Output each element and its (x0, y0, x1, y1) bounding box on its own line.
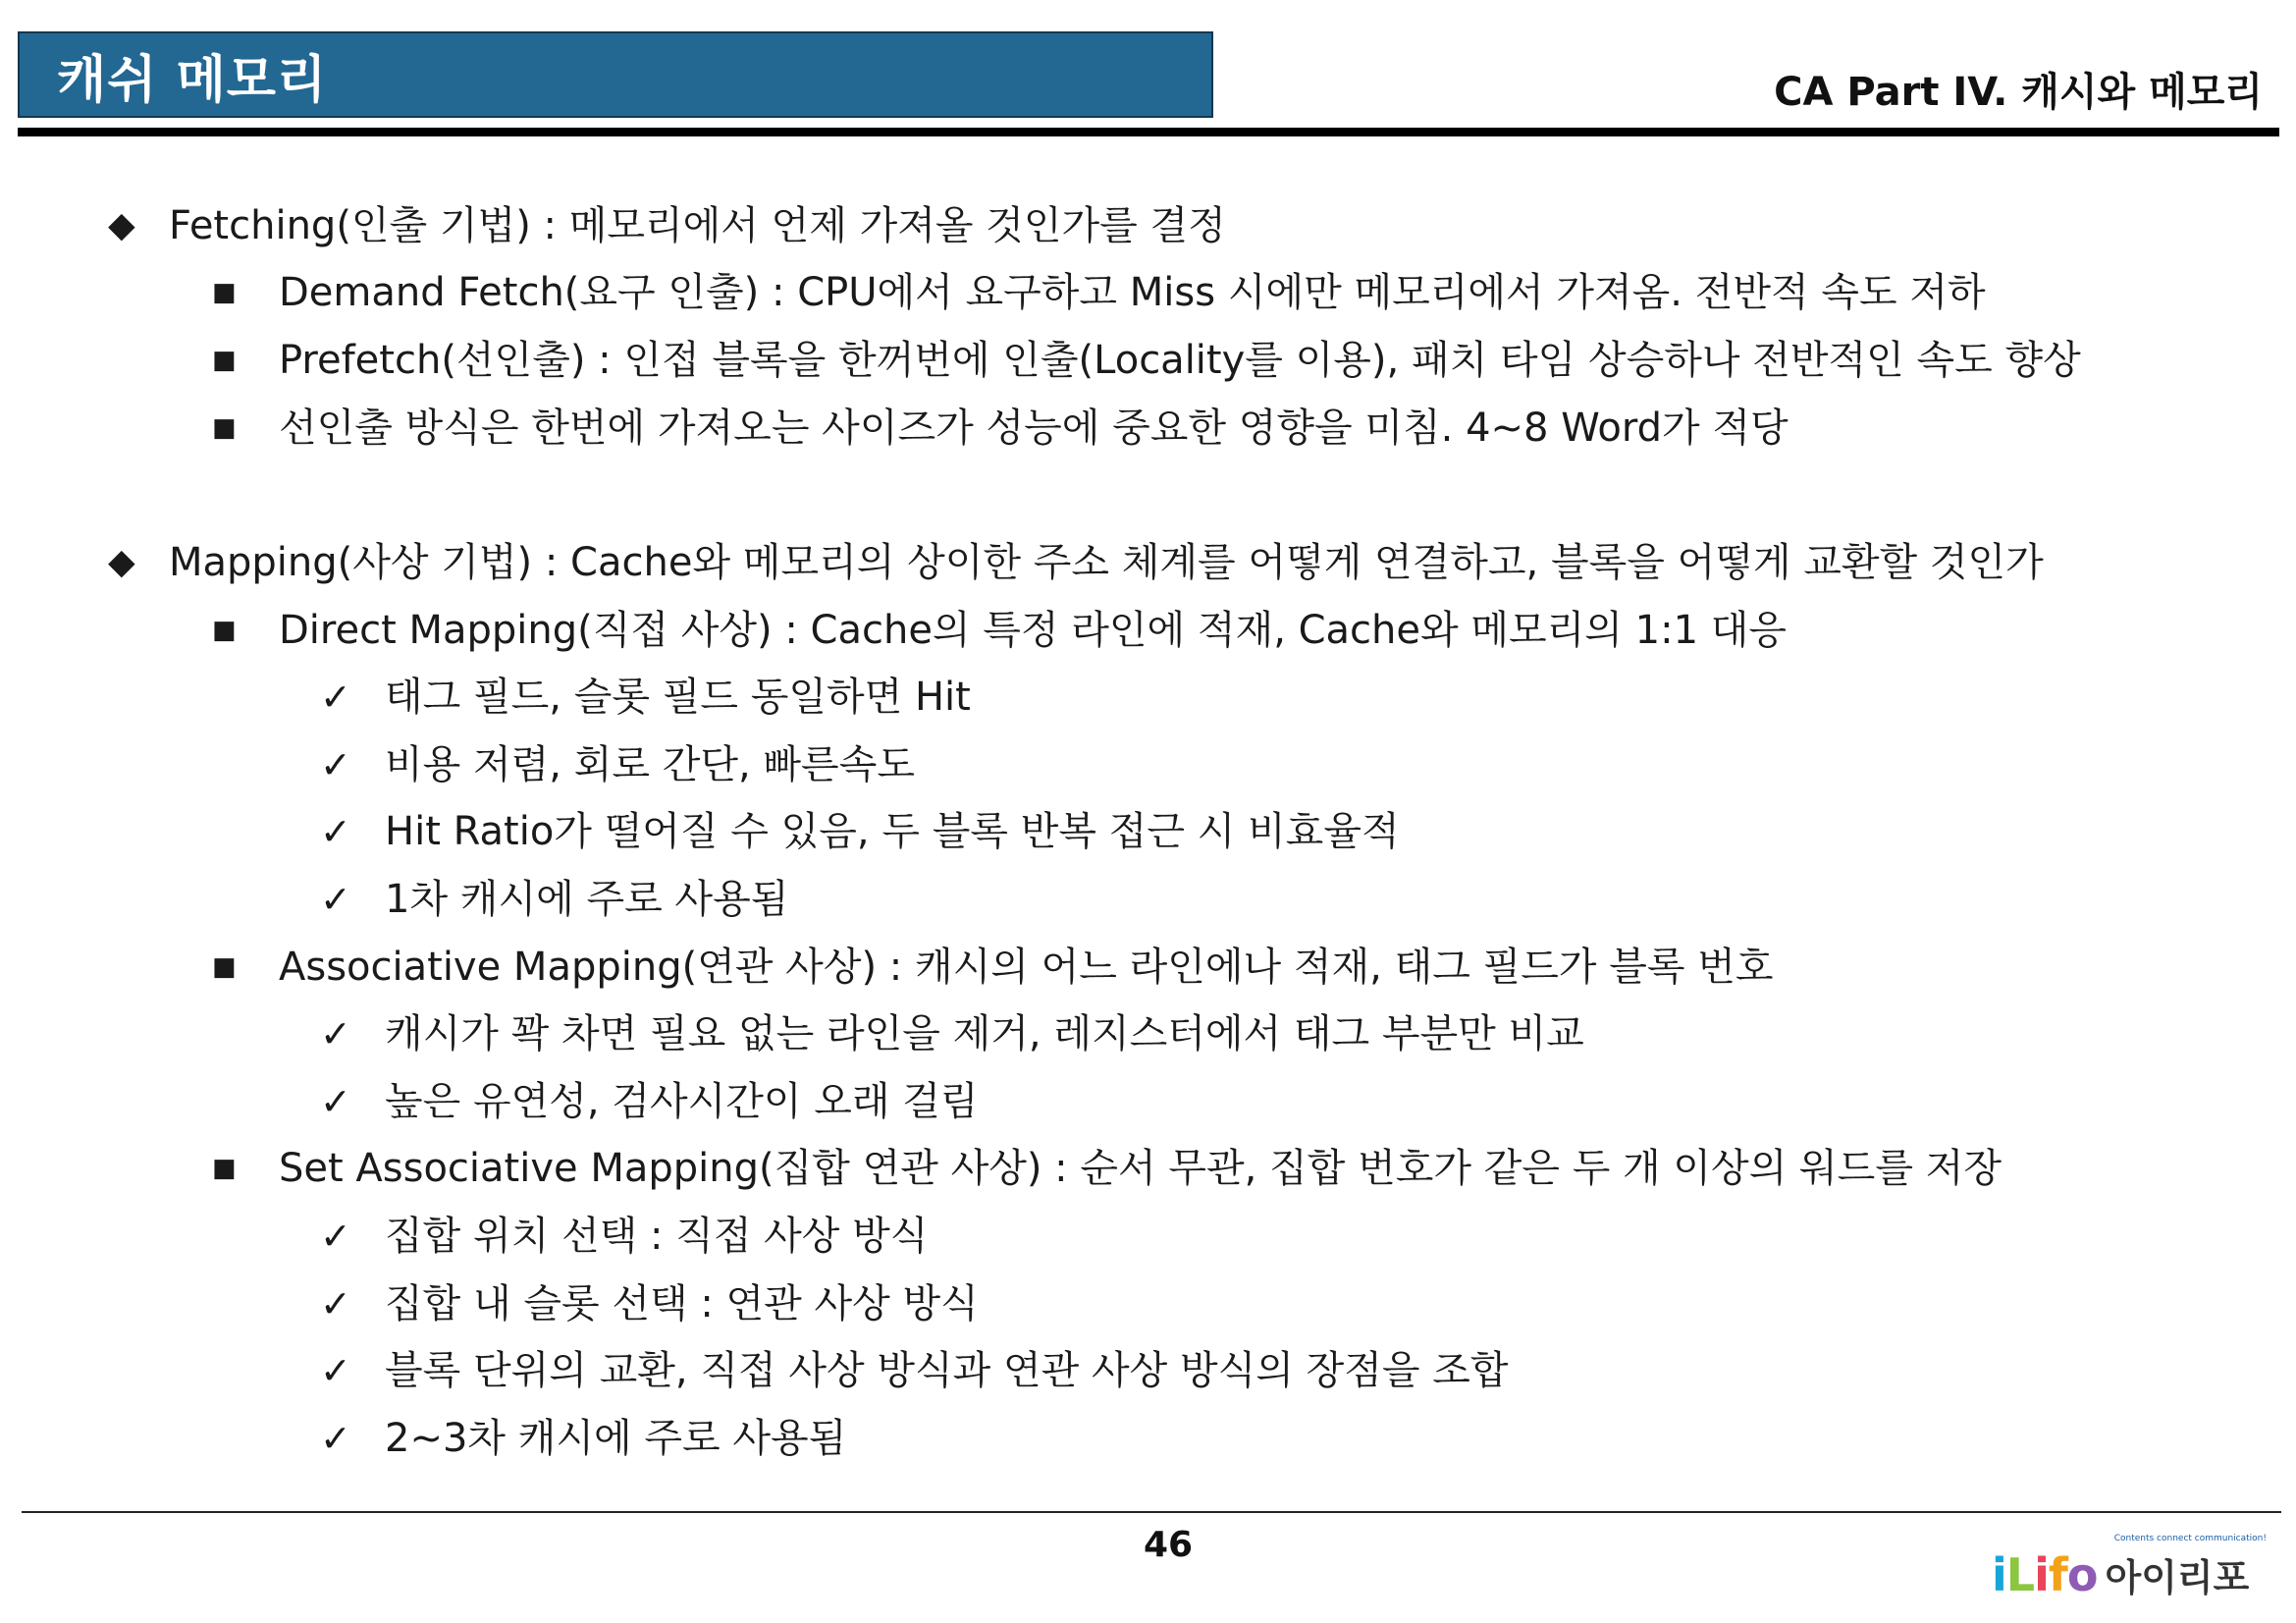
bullet-text: 캐시가 꽉 차면 필요 없는 라인을 제거, 레지스터에서 태그 부분만 비교 (385, 1011, 1584, 1056)
logo-letter: L (2005, 1548, 2035, 1601)
page-number: 46 (1143, 1525, 1194, 1565)
square-bullet-icon: ■ (212, 346, 237, 375)
checkmark-icon: ✓ (320, 1080, 351, 1123)
checkmark-icon: ✓ (320, 1417, 351, 1460)
logo-tagline: Contents connect communication! (2113, 1534, 2267, 1543)
logo-letter: o (2066, 1548, 2098, 1601)
bullet-text: Hit Ratio가 떨어질 수 있음, 두 블록 반복 접근 시 비효율적 (385, 809, 1400, 854)
checkmark-icon: ✓ (320, 1282, 351, 1325)
logo-brand (1992, 1548, 2098, 1601)
logo-letter: i (2034, 1548, 2049, 1601)
logo-wordmark (1992, 1547, 2249, 1601)
bullet-text: Demand Fetch(요구 인출) : CPU에서 요구하고 Miss 시에만 메모리에서 가져옴. 전반적 속도 저하 (279, 270, 1986, 315)
checkmark-icon: ✓ (320, 878, 351, 921)
logo-letter: f (2048, 1548, 2067, 1601)
bullet-text: 높은 유연성, 검사시간이 오래 걸림 (385, 1079, 979, 1124)
bullet-text: 태그 필드, 슬롯 필드 동일하면 Hit (385, 675, 971, 720)
square-bullet-icon: ■ (212, 616, 237, 645)
square-bullet-icon: ■ (212, 1154, 237, 1183)
slide-title-box (18, 31, 1213, 118)
bullet-text: Prefetch(선인출) : 인접 블록을 한꺼번에 인출(Locality를 이용), 패치 타임 상승하나 전반적인 속도 향상 (279, 338, 2081, 383)
bullet-text: 집합 내 슬롯 선택 : 연관 사상 방식 (385, 1281, 979, 1326)
checkmark-icon: ✓ (320, 1012, 351, 1055)
square-bullet-icon: ■ (212, 413, 237, 443)
diamond-bullet-icon: ◆ (108, 205, 135, 245)
bullet-text: 비용 저렴, 회로 간단, 빠른속도 (385, 742, 915, 787)
logo-letter: i (1992, 1548, 2006, 1601)
diamond-bullet-icon: ◆ (108, 542, 135, 582)
checkmark-icon: ✓ (320, 743, 351, 786)
checkmark-icon: ✓ (320, 810, 351, 853)
bullet-text: Fetching(인출 기법) : 메모리에서 언제 가져올 것인가를 결정 (169, 203, 1226, 248)
bullet-text: 2~3차 캐시에 주로 사용됨 (385, 1416, 847, 1461)
bullet-text: 1차 캐시에 주로 사용됨 (385, 877, 789, 922)
bullet-text: 집합 위치 선택 : 직접 사상 방식 (385, 1214, 929, 1259)
square-bullet-icon: ■ (212, 952, 237, 982)
bullet-text: 블록 단위의 교환, 직접 사상 방식과 연관 사상 방식의 장점을 조합 (385, 1348, 1509, 1393)
bullet-text: Direct Mapping(직접 사상) : Cache의 특정 라인에 적재, Cache와 메모리의 1:1 대응 (279, 608, 1788, 653)
logo-korean-name: 아이리포 (2105, 1556, 2250, 1599)
bullet-text: 선인출 방식은 한번에 가져오는 사이즈가 성능에 중요한 영향을 미침. 4~8 Word가 적당 (279, 406, 1789, 451)
bullet-text: Associative Mapping(연관 사상) : 캐시의 어느 라인에나 적재, 태그 필드가 블록 번호 (279, 945, 1774, 990)
slide-title: 캐쉬 메모리 (57, 50, 328, 110)
company-logo (1992, 1534, 2267, 1602)
bullet-text: Set Associative Mapping(집합 연관 사상) : 순서 무관, 집합 번호가 같은 두 개 이상의 워드를 저장 (279, 1146, 2002, 1191)
checkmark-icon: ✓ (320, 1349, 351, 1392)
checkmark-icon: ✓ (320, 676, 351, 719)
square-bullet-icon: ■ (212, 278, 237, 307)
checkmark-icon: ✓ (320, 1215, 351, 1258)
footer-divider (22, 1511, 2281, 1513)
header-divider (18, 128, 2279, 136)
bullet-text: Mapping(사상 기법) : Cache와 메모리의 상이한 주소 체계를 어떻게 연결하고, 블록을 어떻게 교환할 것인가 (169, 540, 2044, 585)
section-label: CA Part IV. 캐시와 메모리 (1774, 70, 2263, 115)
